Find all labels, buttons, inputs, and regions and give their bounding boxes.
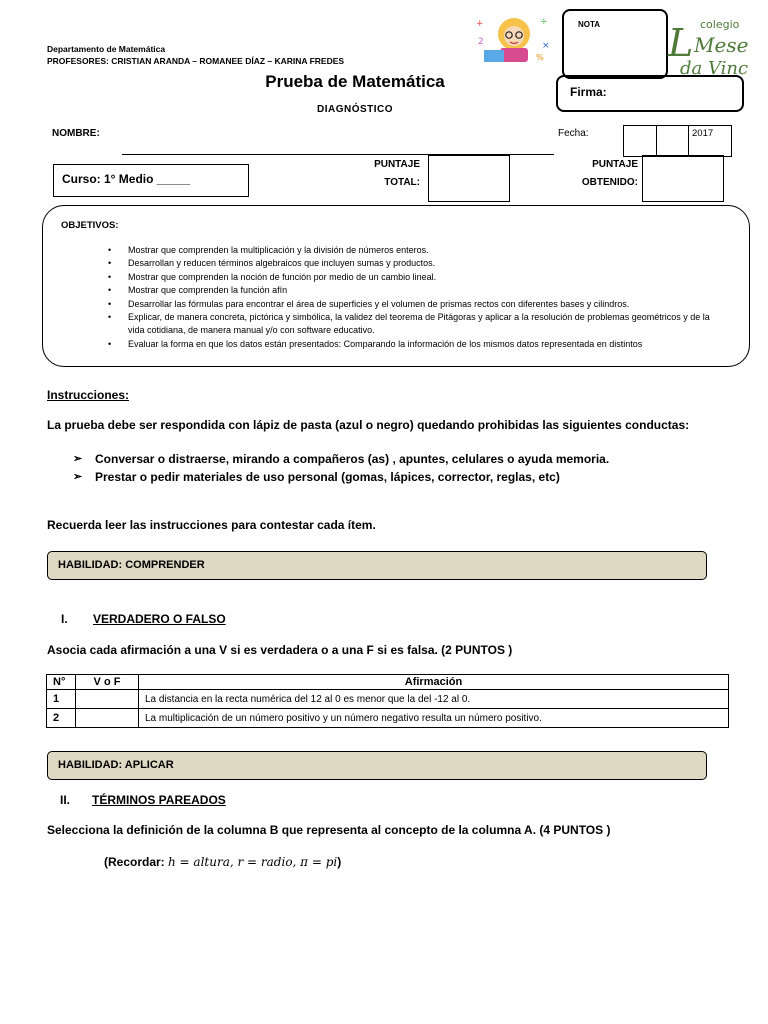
recordar-label: (Recordar:: [104, 855, 169, 869]
conduct-item: [73, 450, 609, 468]
department-name: Departamento de Matemática: [47, 44, 166, 54]
svg-text:%: %: [536, 53, 544, 62]
objetivo-item: • Explicar, de manera concreta, pictórica y simbólica, la validez del teorema de Pitágoras y aplicar a la resolución de problemas geométricos y de la vida cotidiana, de manera manual y/o con software educativo.: [108, 311, 728, 338]
table-row: [47, 709, 729, 728]
school-logo: [664, 12, 748, 76]
svg-text:L: L: [668, 21, 694, 65]
section-title: TÉRMINOS PAREADOS: [92, 793, 226, 807]
puntaje-obtenido-line2: OBTENIDO:: [581, 177, 638, 188]
habilidad-comprender-banner: [47, 551, 707, 580]
puntaje-obtenido-label: [560, 156, 638, 192]
table-row: [47, 690, 729, 709]
firma-box[interactable]: [556, 75, 744, 112]
instrucciones-text: La prueba debe ser respondida con lápiz de pasta (azul o negro) quedando prohibidas las siguientes conductas:: [47, 418, 690, 432]
section-i-instruction: Asocia cada afirmación a una V si es verdadera o a una F si es falsa. (2 PUNTOS ): [47, 643, 513, 657]
header-vf: V o F: [76, 675, 139, 690]
vf-answer-cell[interactable]: [76, 709, 139, 728]
header-afirmacion: Afirmación: [139, 675, 729, 690]
fecha-day-cell[interactable]: [624, 126, 657, 157]
teachers-line: PROFESORES: CRISTIAN ARANDA – ROMANEE DÍAZ – KARINA FREDES: [47, 56, 345, 66]
fecha-label: Fecha:: [558, 128, 589, 139]
conduct-text: Prestar o pedir materiales de uso personal (gomas, lápices, corrector, reglas, etc): [95, 470, 560, 484]
section-number: II.: [60, 793, 71, 807]
section-ii-heading: [60, 793, 360, 809]
fecha-grid: [623, 125, 732, 157]
department-header: [47, 43, 344, 67]
nota-box[interactable]: [562, 9, 668, 79]
cartoon-teacher-illustration: [470, 12, 556, 64]
arrow-bullet-icon: ➢: [73, 471, 83, 483]
verdadero-falso-table: [46, 674, 729, 728]
svg-text:×: ×: [542, 41, 550, 51]
objetivo-item: • Desarrollar las fórmulas para encontrar el área de superficies y el volumen de prismas rectos con diferentes bases y cilindros.: [108, 298, 728, 311]
habilidad-label: HABILIDAD: APLICAR: [58, 759, 174, 771]
conducts-list: [73, 450, 609, 486]
recordar-close: ): [337, 855, 342, 869]
fecha-year-cell: 2017: [689, 126, 732, 157]
logo-word-top: colegio: [700, 18, 740, 31]
puntaje-total-label: [340, 156, 420, 192]
objetivo-item: • Mostrar que comprenden la función afín: [108, 284, 728, 297]
recuerda-text: Recuerda leer las instrucciones para contestar cada ítem.: [47, 518, 376, 532]
habilidad-aplicar-banner: [47, 751, 707, 780]
vf-answer-cell[interactable]: [76, 690, 139, 709]
row-number: 1: [47, 690, 76, 709]
habilidad-label: HABILIDAD: COMPRENDER: [58, 559, 205, 571]
puntaje-total-line2: TOTAL:: [384, 177, 420, 188]
objetivos-box: [42, 205, 750, 367]
firma-label: Firma:: [570, 85, 607, 99]
svg-text:÷: ÷: [540, 17, 548, 27]
afirmacion-text: La multiplicación de un número positivo y un número negativo resulta un número positivo.: [139, 709, 729, 728]
objetivo-item: • Mostrar que comprenden la multiplicación y la división de números enteros.: [108, 244, 728, 257]
instrucciones-title: Instrucciones:: [47, 388, 130, 402]
arrow-bullet-icon: ➢: [73, 453, 83, 465]
page-title: Prueba de Matemática: [265, 72, 445, 91]
conduct-item: [73, 468, 609, 486]
nota-label: NOTA: [578, 20, 601, 29]
puntaje-total-line1: PUNTAJE: [374, 159, 420, 170]
fecha-month-cell[interactable]: [657, 126, 689, 157]
svg-text:2: 2: [478, 37, 484, 47]
objetivo-item: • Desarrollan y reducen términos algebraicos que incluyen sumas y productos.: [108, 257, 728, 270]
puntaje-total-box[interactable]: [428, 155, 510, 202]
recordar-formula: h = altura, r = radio, π = pi: [168, 855, 338, 869]
section-ii-instruction: Selecciona la definición de la columna B que representa al concepto de la columna A. (4 PUNTOS ): [47, 823, 611, 837]
curso-label: Curso: 1° Medio _____: [62, 172, 191, 186]
conduct-text: Conversar o distraerse, mirando a compañeros (as) , apuntes, celulares o ayuda memoria.: [95, 452, 610, 466]
row-number: 2: [47, 709, 76, 728]
puntaje-obtenido-line1: PUNTAJE: [592, 159, 638, 170]
curso-box: [53, 164, 249, 197]
table-header-row: [47, 675, 729, 690]
afirmacion-text: La distancia en la recta numérica del 12 al 0 es menor que la del -12 al 0.: [139, 690, 729, 709]
objetivos-title: OBJETIVOS:: [61, 220, 119, 231]
objetivo-item: • Mostrar que comprenden la noción de función por medio de un cambio lineal.: [108, 271, 728, 284]
logo-line1: Mese: [694, 33, 748, 57]
svg-text:+: +: [476, 19, 484, 29]
logo-line2: da Vinci: [680, 58, 748, 76]
objetivos-list: [108, 244, 728, 351]
recordar-note: [104, 855, 341, 869]
nombre-label: NOMBRE:: [52, 128, 100, 139]
section-i-heading: [61, 612, 361, 628]
section-title: VERDADERO O FALSO: [93, 612, 226, 626]
header-n: N°: [47, 675, 76, 690]
section-number: I.: [61, 612, 68, 626]
page-subtitle: DIAGNÓSTICO: [316, 104, 394, 115]
puntaje-obtenido-box[interactable]: [642, 155, 724, 202]
objetivo-item: • Evaluar la forma en que los datos están presentados: Comparando la información de los mismos datos representada en distintos: [108, 338, 728, 351]
